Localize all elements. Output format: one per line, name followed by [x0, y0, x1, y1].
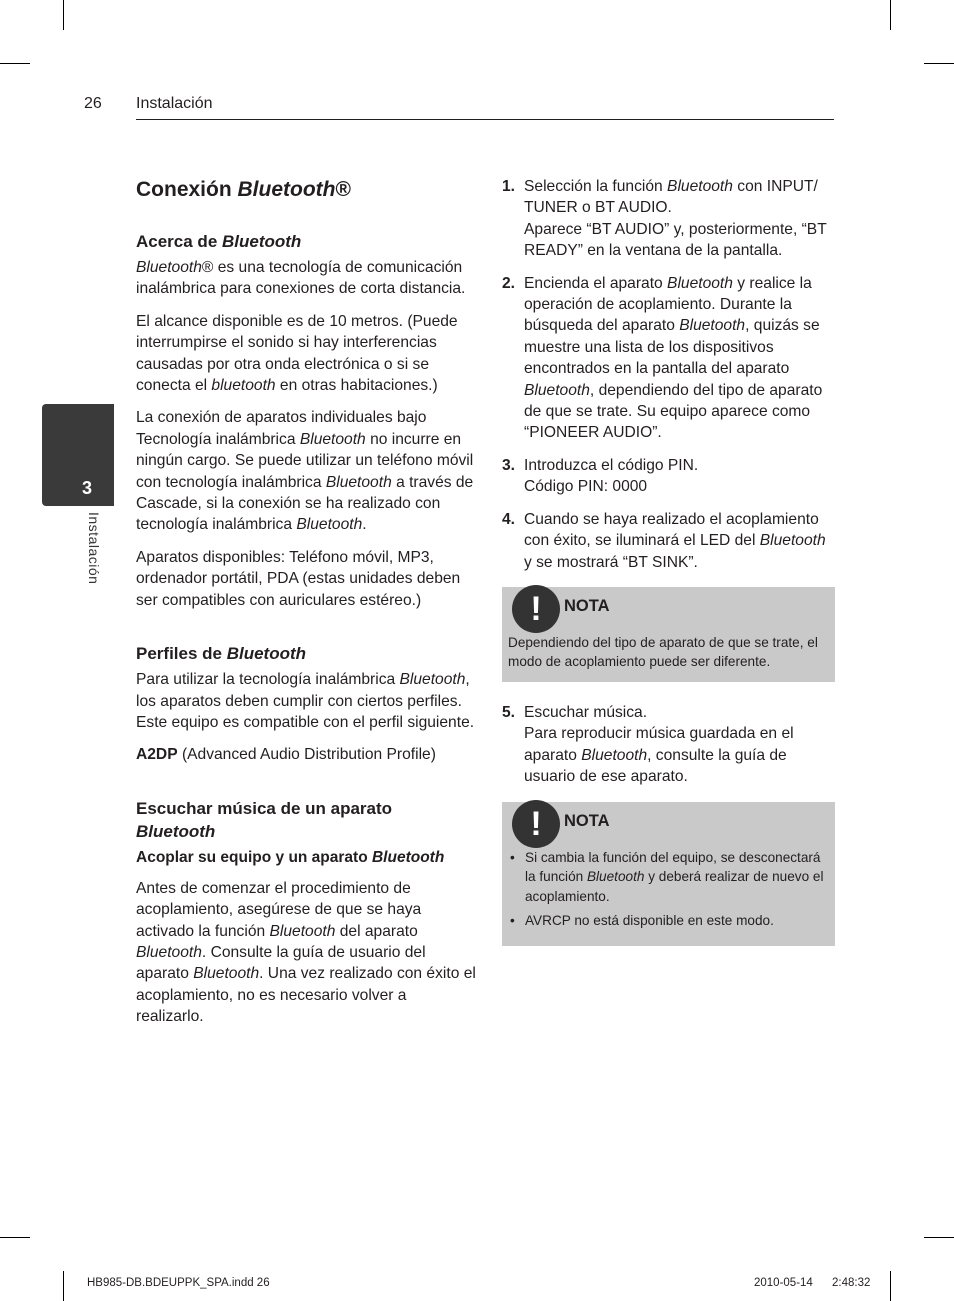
page-number: 26 — [84, 95, 102, 112]
subheading-pairing: Acoplar su equipo y un aparato Bluetooth — [136, 848, 445, 866]
crop-mark — [924, 1237, 954, 1238]
heading-listen-music: Escuchar música de un aparato Bluetooth — [136, 798, 393, 841]
footer-filename: HB985-DB.BDEUPPK_SPA.indd 26 — [87, 1277, 270, 1289]
running-header: Instalación — [136, 95, 213, 112]
heading-profiles: Perfiles de Bluetooth — [136, 644, 307, 664]
note-text: Dependiendo del tipo de aparato de que se trate, el modo de acoplamiento puede ser diferente. — [508, 634, 818, 670]
paragraph: Bluetooth® es una tecnología de comunicación inalámbrica para conexiones de corta distancia. — [136, 259, 466, 298]
heading-about-bluetooth: Acerca de Bluetooth — [136, 232, 302, 251]
step-4: 4. Cuando se haya realizado el acoplamiento con éxito, se iluminará el LED del Bluetooth y se mostrará “BT SINK”. — [502, 510, 826, 571]
crop-mark — [63, 1271, 64, 1301]
crop-mark — [890, 0, 891, 30]
step-1: 1. Selección la función Bluetooth con INPUT/ TUNER o BT AUDIO. Aparece “BT AUDIO” y, posteriormente, “BT READY” en la ventana de la pantalla. — [502, 178, 827, 260]
paragraph: La conexión de aparatos individuales bajo Tecnología inalámbrica Bluetooth no incurre en ningún cargo. Se puede utilizar un teléfono móvil con tecnología inalámbrica Bluetooth a través de Cascade, si la conexión se ha realizado con tecnología inalámbrica Bluetooth. — [136, 409, 474, 534]
paragraph: Aparatos disponibles: Teléfono móvil, MP3, ordenador portátil, PDA (estas unidades deben ser compatibles con auriculares estéreo.) — [136, 548, 461, 609]
crop-mark — [924, 63, 954, 64]
crop-mark — [0, 63, 30, 64]
exclamation-icon: ! — [512, 800, 560, 848]
step-5: 5. Escuchar música. Para reproducir música guardada en el aparato Bluetooth, consulte la guía de usuario de ese aparato. — [502, 703, 794, 786]
footer-timestamp: 2010-05-14 2:48:32 — [754, 1277, 871, 1289]
crop-mark — [0, 1237, 30, 1238]
profile-a2dp: A2DP (Advanced Audio Distribution Profile) — [136, 746, 436, 764]
page-title: Conexión Bluetooth® — [136, 178, 351, 201]
left-column — [136, 176, 476, 1039]
note-title: NOTA — [564, 597, 610, 616]
step-2: 2. Encienda el aparato Bluetooth y realice la operación de acoplamiento. Durante la búsqueda del aparato Bluetooth, quizás se muestre una lista de los dispositivos encontrados en la pantalla del aparato Bluetooth, dependiendo del tipo de aparato de que se trate. Su equipo aparece como “PIONEER AUDIO”. — [502, 274, 823, 442]
crop-mark — [63, 0, 64, 30]
paragraph: Para utilizar la tecnología inalámbrica Bluetooth, los aparatos deben cumplir con ciertos perfiles. Este equipo es compatible con el perfil siguiente. — [136, 671, 475, 731]
step-3: 3. Introduzca el código PIN. Código PIN: 0000 — [502, 456, 699, 496]
note-box — [502, 587, 835, 682]
chapter-number: 3 — [82, 478, 93, 498]
paragraph: El alcance disponible es de 10 metros. (Puede interrumpirse el sonido si hay interferencias causadas por otra onda electrónica o si se conecta el bluetooth en otras habitaciones.) — [136, 312, 458, 395]
exclamation-icon: ! — [512, 585, 560, 633]
paragraph: Antes de comenzar el procedimiento de acoplamiento, asegúrese de que se haya activado la función Bluetooth del aparato Bluetooth. Consulte la guía de usuario del aparato Bluetooth. Una vez realizado con éxito el acoplamiento, no es necesario volver a realizarlo. — [136, 879, 476, 1026]
note-box — [502, 802, 835, 946]
header-rule — [136, 119, 834, 120]
right-column — [502, 176, 835, 966]
chapter-label: Instalación — [86, 512, 102, 585]
crop-mark — [890, 1271, 891, 1301]
list-item: • Si cambia la función del equipo, se desconectará la función Bluetooth y deberá realizar de nuevo el acoplamiento. — [508, 848, 829, 907]
chapter-tab — [42, 404, 114, 506]
list-item: • AVRCP no está disponible en este modo. — [508, 911, 829, 931]
note-list — [508, 848, 829, 931]
note-title: NOTA — [564, 811, 610, 830]
